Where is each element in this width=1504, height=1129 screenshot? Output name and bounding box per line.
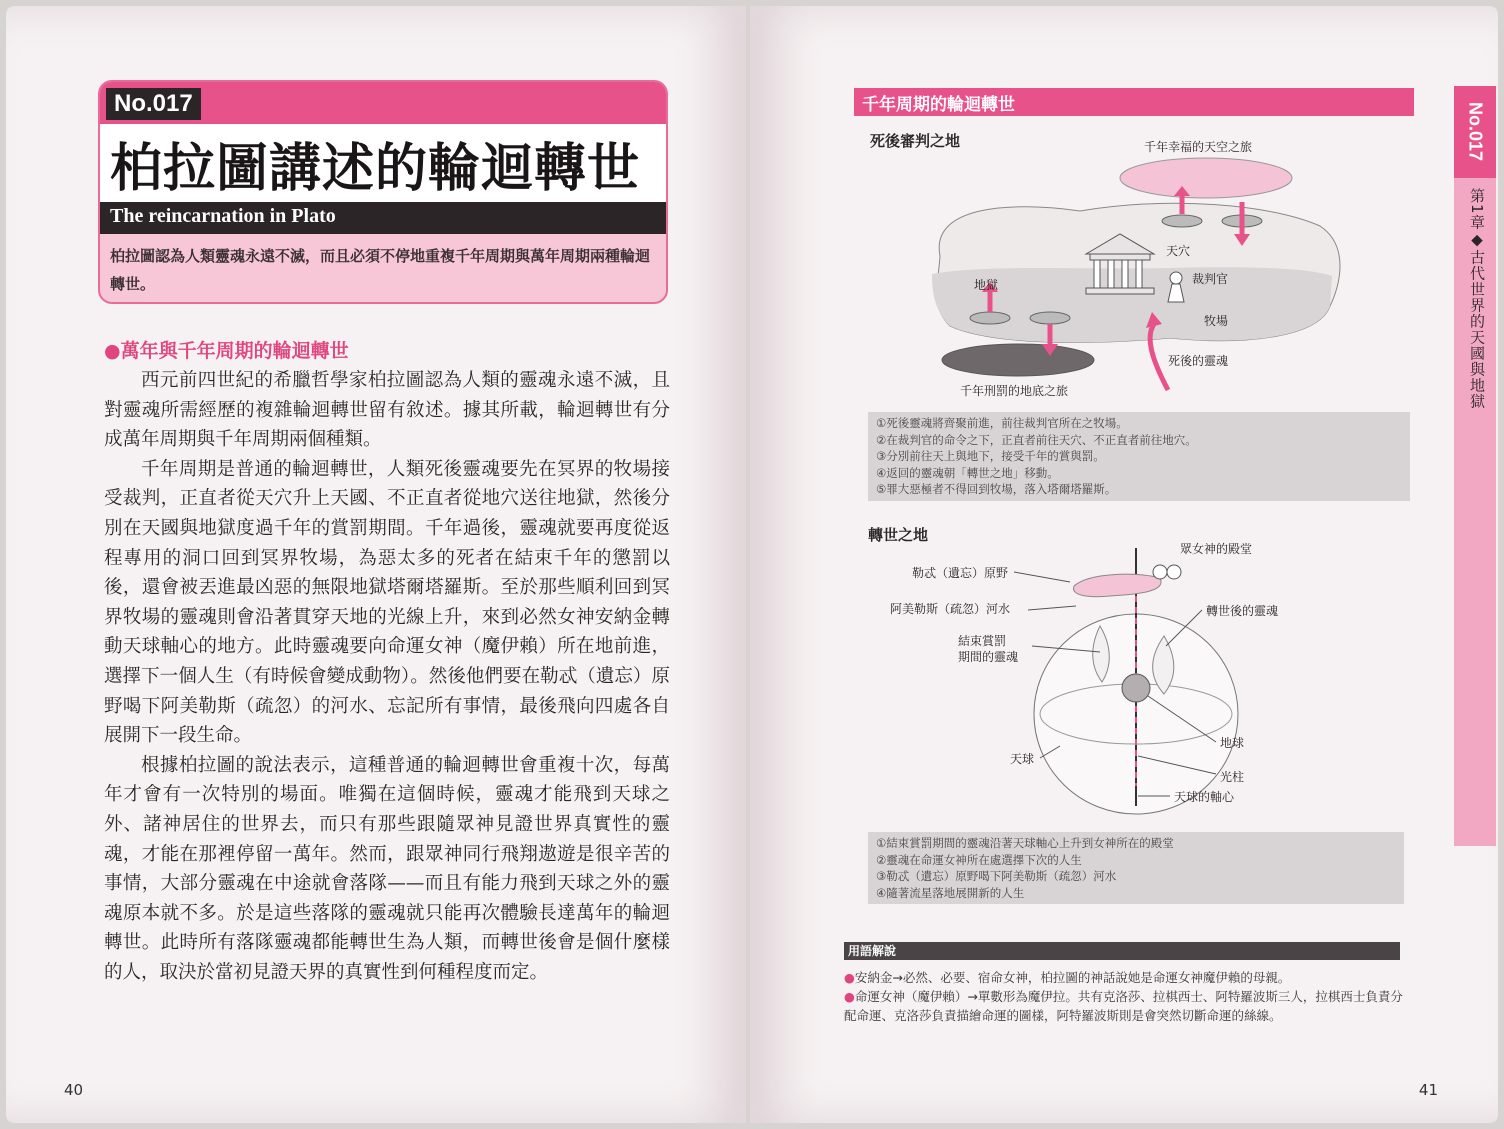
- light-pillar-label: 光柱: [1220, 770, 1245, 784]
- lethe-label: 勒忒（遺忘）原野: [912, 566, 1009, 580]
- glossary-bar: [844, 942, 1400, 960]
- lead-summary: 柏拉圖認為人類靈魂永遠不滅，而且必須不停地重複千年周期與萬年周期兩種輪迴轉世。: [110, 247, 651, 293]
- goddess-hall-label: 眾女神的殿堂: [1180, 542, 1253, 556]
- paragraph: 根據柏拉圖的說法表示，這種普通的輪迴轉世會重複十次，每萬年才會有一次特別的場面。唯獨在這個時候，靈魂才能飛到天球之外、諸神居住的世界去，而只有那些跟隨眾神見證世界真實性的靈魂，才能在那裡停留一萬年。然而，跟眾神同行飛翔遨遊是很辛苦的事情，大部分靈魂在中途就會落隊——而且有能力飛到天球之外的靈魂原本就不多。於是這些落隊的靈魂就只能再次體驗長達萬年的輪迴轉世。此時所有落隊靈魂都能轉世生為人類，而轉世後會是個什麼樣的人，取決於當初見證天界的真實性到何種程度而定。: [104, 754, 670, 983]
- figure-title: 千年周期的輪迴轉世: [862, 95, 1015, 115]
- glossary: [844, 968, 1404, 1025]
- glossary-heading: 用語解說: [848, 944, 897, 958]
- underground-label: 千年刑罰的地底之旅: [960, 384, 1069, 398]
- sky-cloud: [1120, 158, 1292, 198]
- paragraph: 千年周期是普通的輪迴轉世，人類死後靈魂要先在冥界的牧場接受裁判，正直者從天穴升上天國、不正直者從地穴送往地獄，然後分別在天國與地獄度過千年的賞罰期間。千年過後，靈魂就要再度從返程專用的洞口回到冥界牧場，為惡太多的死者在結束千年的懲罰以後，還會被丟進最凶惡的無限地獄塔爾塔羅斯。至於那些順利回到冥界牧場的靈魂則會沿著貫穿天地的光線上升，來到必然女神安納金轉動天球軸心的地方。此時靈魂要向命運女神（魔伊賴）所在地前進，選擇下一個人生（有時候會變成動物）。然後他們要在勒忒（遺忘）原野喝下阿美勒斯（疏忽）的河水、忘記所有事情，最後飛向四處各自展開下一段生命。: [104, 458, 670, 747]
- reborn-soul-label: 轉世後的靈魂: [1206, 604, 1279, 618]
- glossary-item: ●安納金→必然、必要、宿命女神，柏拉圖的神話說她是命運女神魔伊賴的母親。: [844, 970, 1291, 985]
- bullet-icon: ●: [104, 340, 121, 362]
- side-number: No.017: [1454, 86, 1496, 178]
- sky-hole-label: 天穴: [1166, 244, 1191, 258]
- judge-icon: [1170, 272, 1182, 284]
- page-number: 41: [1418, 1081, 1438, 1099]
- diagram2-notes: ①結束賞罰期間的靈魂沿著天球軸心上升到女神所在的殿堂 ②靈魂在命運女神所在處選擇下次的人生 ③勒忒（遺忘）原野喝下阿美勒斯（疏忽）河水 ④隨著流星落地展開新的人生: [868, 832, 1404, 904]
- sphere-label: 天球: [1010, 752, 1035, 766]
- page-title: 柏拉圖講述的輪迴轉世: [110, 139, 641, 199]
- diagram1-heading: 死後審判之地: [870, 132, 961, 150]
- axis-label: 天球的軸心: [1174, 790, 1235, 804]
- lethe-plain: [1073, 574, 1161, 597]
- diagram1-notes: ①死後靈魂將齊聚前進，前往裁判官所在之牧場。 ②在裁判官的命令之下，正直者前往天穴、不正直者前往地穴。 ③分別前往天上與地下，接受千年的賞與罰。 ④返回的靈魂朝「轉世之地」移動。 ⑤罪大惡極者不得回到牧場，落入塔爾塔羅斯。: [868, 412, 1410, 501]
- page-number: 40: [64, 1081, 84, 1099]
- earth-hole-label: 地獄: [974, 278, 999, 292]
- article-header: [98, 80, 668, 304]
- ameles-label: 阿美勒斯（疏忽）河水: [890, 602, 1011, 616]
- earth-hole: [970, 312, 1010, 324]
- bullet-icon: ●: [844, 989, 855, 1004]
- side-chapter: 第1章◆古代世界的天國與地獄: [1468, 188, 1486, 410]
- number-badge: No.017: [106, 88, 201, 120]
- goddess-icon: [1167, 565, 1181, 579]
- bullet-icon: ●: [844, 970, 855, 985]
- paragraph: 西元前四世紀的希臘哲學家柏拉圖認為人類的靈魂永遠不滅，且對靈魂所需經歷的複雜輪迴轉世留有敘述。據其所載，輪迴轉世有分成萬年周期與千年周期兩個種類。: [104, 370, 670, 451]
- earth-icon: [1122, 674, 1150, 702]
- glossary-item: ●命運女神（魔伊賴）→單數形為魔伊拉。共有克洛莎、拉棋西士、阿特羅波斯三人，拉棋西士負責分配命運、克洛莎負責描繪命運的圖樣，阿特羅波斯則是會突然切斷命運的絲線。: [844, 989, 1403, 1023]
- pasture-label: 牧場: [1204, 314, 1229, 328]
- sky-hole: [1162, 215, 1202, 227]
- finished-soul-label: 期間的靈魂: [958, 650, 1019, 664]
- english-title: The reincarnation in Plato: [110, 205, 336, 227]
- section-heading: ●萬年與千年周期的輪迴轉世: [104, 340, 349, 362]
- body-text: [104, 366, 670, 987]
- underground-cloud: [942, 344, 1094, 376]
- earth-hole: [1030, 312, 1070, 324]
- goddess-icon: [1153, 565, 1167, 579]
- left-page: [6, 6, 746, 1123]
- diagram2-heading: 轉世之地: [868, 526, 929, 544]
- judge-label: 裁判官: [1192, 272, 1229, 286]
- earth-label: 地球: [1220, 736, 1245, 750]
- right-page: [750, 6, 1498, 1123]
- dead-soul-label: 死後的靈魂: [1168, 354, 1229, 368]
- sky-journey-label: 千年幸福的天空之旅: [1144, 140, 1253, 154]
- finished-soul-label: 結束賞罰: [958, 634, 1007, 648]
